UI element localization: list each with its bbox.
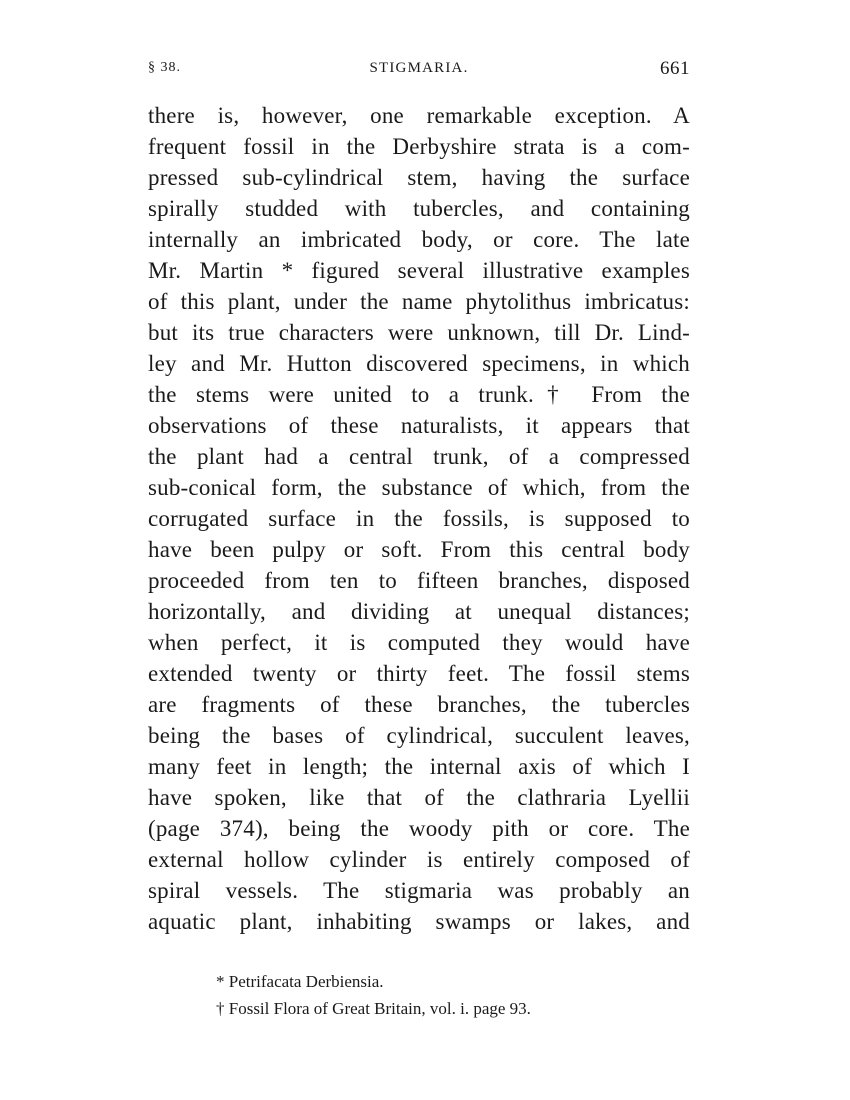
text-line: horizontally, and dividing at unequal distances; [148, 599, 690, 624]
page-number: 661 [660, 58, 690, 79]
text-line: aquatic plant, inhabiting swamps or lakes, and [148, 909, 690, 934]
text-line: many feet in length; the internal axis of which I [148, 754, 690, 779]
text-line: external hollow cylinder is entirely composed of [148, 847, 690, 872]
text-line: of this plant, under the name phytolithus imbricatus: [148, 289, 690, 314]
body-text [148, 100, 690, 937]
running-title: STIGMARIA. [369, 60, 469, 76]
text-line: ley and Mr. Hutton discovered specimens, in which [148, 351, 690, 376]
section-number: § 38. [148, 60, 181, 75]
text-line: are fragments of these branches, the tubercles [148, 692, 690, 717]
text-line: internally an imbricated body, or core. The late [148, 227, 690, 252]
text-line: have been pulpy or soft. From this central body [148, 537, 690, 562]
running-head [148, 58, 690, 84]
text-line: spiral vessels. The stigmaria was probably an [148, 878, 690, 903]
text-line: spirally studded with tubercles, and containing [148, 196, 690, 221]
text-line: extended twenty or thirty feet. The fossil stems [148, 661, 690, 686]
text-line: (page 374), being the woody pith or core. The [148, 816, 690, 841]
footnotes [216, 968, 531, 1022]
text-line: but its true characters were unknown, till Dr. Lind- [148, 320, 690, 345]
text-line: have spoken, like that of the clathraria Lyellii [148, 785, 690, 810]
text-line: Mr. Martin * figured several illustrative examples [148, 258, 690, 283]
text-line: corrugated surface in the fossils, is supposed to [148, 506, 690, 531]
text-line: pressed sub-cylindrical stem, having the surface [148, 165, 690, 190]
text-line: sub-conical form, the substance of which, from the [148, 475, 690, 500]
text-line: proceeded from ten to fifteen branches, disposed [148, 568, 690, 593]
footnote: † Fossil Flora of Great Britain, vol. i. page 93. [216, 999, 531, 1018]
text-line: being the bases of cylindrical, succulent leaves, [148, 723, 690, 748]
text-line: frequent fossil in the Derbyshire strata is a com- [148, 134, 690, 159]
text-line: the stems were united to a trunk.† From the [148, 382, 690, 407]
text-line: the plant had a central trunk, of a compressed [148, 444, 690, 469]
footnote: * Petrifacata Derbiensia. [216, 972, 384, 991]
text-line: when perfect, it is computed they would have [148, 630, 690, 655]
text-line: observations of these naturalists, it appears that [148, 413, 690, 438]
text-line: there is, however, one remarkable exception. A [148, 103, 690, 128]
